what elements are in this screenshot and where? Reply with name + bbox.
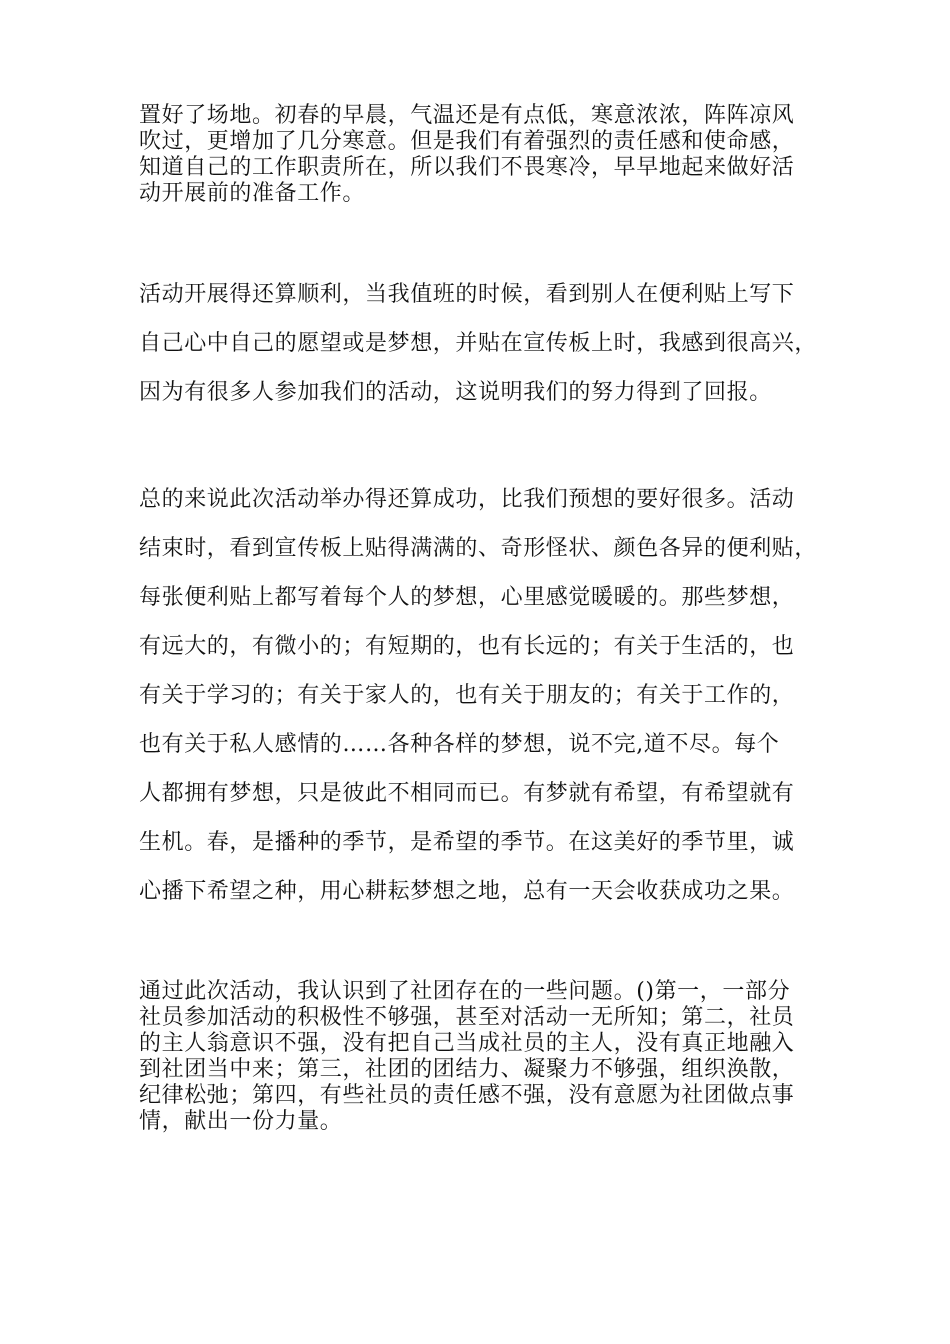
text-line: 有远大的，有微小的；有短期的，也有长远的；有关于生活的，也	[139, 634, 795, 659]
text-line: 纪律松弛；第四，有些社员的责任感不强，没有意愿为社团做点事	[139, 1083, 795, 1108]
text-line: 知道自己的工作职责所在，所以我们不畏寒冷，早早地起来做好活	[139, 155, 795, 180]
paragraph-activity-summary	[139, 475, 839, 916]
text-line: 的主人翁意识不强，没有把自己当成社员的主人，没有真正地融入	[139, 1031, 795, 1056]
paragraph-venue-preparation	[139, 103, 839, 207]
text-line: 情，献出一份力量。	[139, 1109, 343, 1134]
text-line: 动开展前的准备工作。	[139, 181, 366, 206]
text-line: 到社团当中来；第三，社团的团结力、凝聚力不够强，组织涣散，	[139, 1057, 795, 1082]
text-line: 有关于学习的；有关于家人的，也有关于朋友的；有关于工作的，	[139, 683, 795, 708]
text-line: 每张便利贴上都写着每个人的梦想，心里感觉暖暖的。那些梦想，	[139, 585, 795, 610]
text-line: 因为有很多人参加我们的活动，这说明我们的努力得到了回报。	[139, 380, 772, 405]
text-line: 生机。春，是播种的季节，是希望的季节。在这美好的季节里，诚	[139, 830, 795, 855]
text-line: 也有关于私人感情的……各种各样的梦想，说不完,道不尽。每个	[139, 732, 780, 757]
text-line: 置好了场地。初春的早晨，气温还是有点低，寒意浓浓，阵阵凉风	[139, 103, 795, 128]
text-line: 总的来说此次活动举办得还算成功，比我们预想的要好很多。活动	[139, 487, 795, 512]
text-line: 活动开展得还算顺利，当我值班的时候，看到别人在便利贴上写下	[139, 282, 795, 307]
text-line: 吹过，更增加了几分寒意。但是我们有着强烈的责任感和使命感，	[139, 129, 795, 154]
paragraph-club-problems	[139, 979, 839, 1135]
text-line: 自己心中自己的愿望或是梦想，并贴在宣传板上时，我感到很高兴，	[139, 331, 818, 356]
text-line: 人都拥有梦想，只是彼此不相同而已。有梦就有希望，有希望就有	[139, 781, 795, 806]
text-line: 结束时，看到宣传板上贴得满满的、奇形怪状、颜色各异的便利贴，	[139, 536, 818, 561]
text-line: 通过此次活动，我认识到了社团存在的一些问题。()第一，一部分	[139, 979, 791, 1004]
text-line: 社员参加活动的积极性不够强，甚至对活动一无所知；第二，社员	[139, 1005, 795, 1030]
paragraph-activity-progress	[139, 270, 839, 417]
text-line: 心播下希望之种，用心耕耘梦想之地，总有一天会收获成功之果。	[139, 879, 795, 904]
